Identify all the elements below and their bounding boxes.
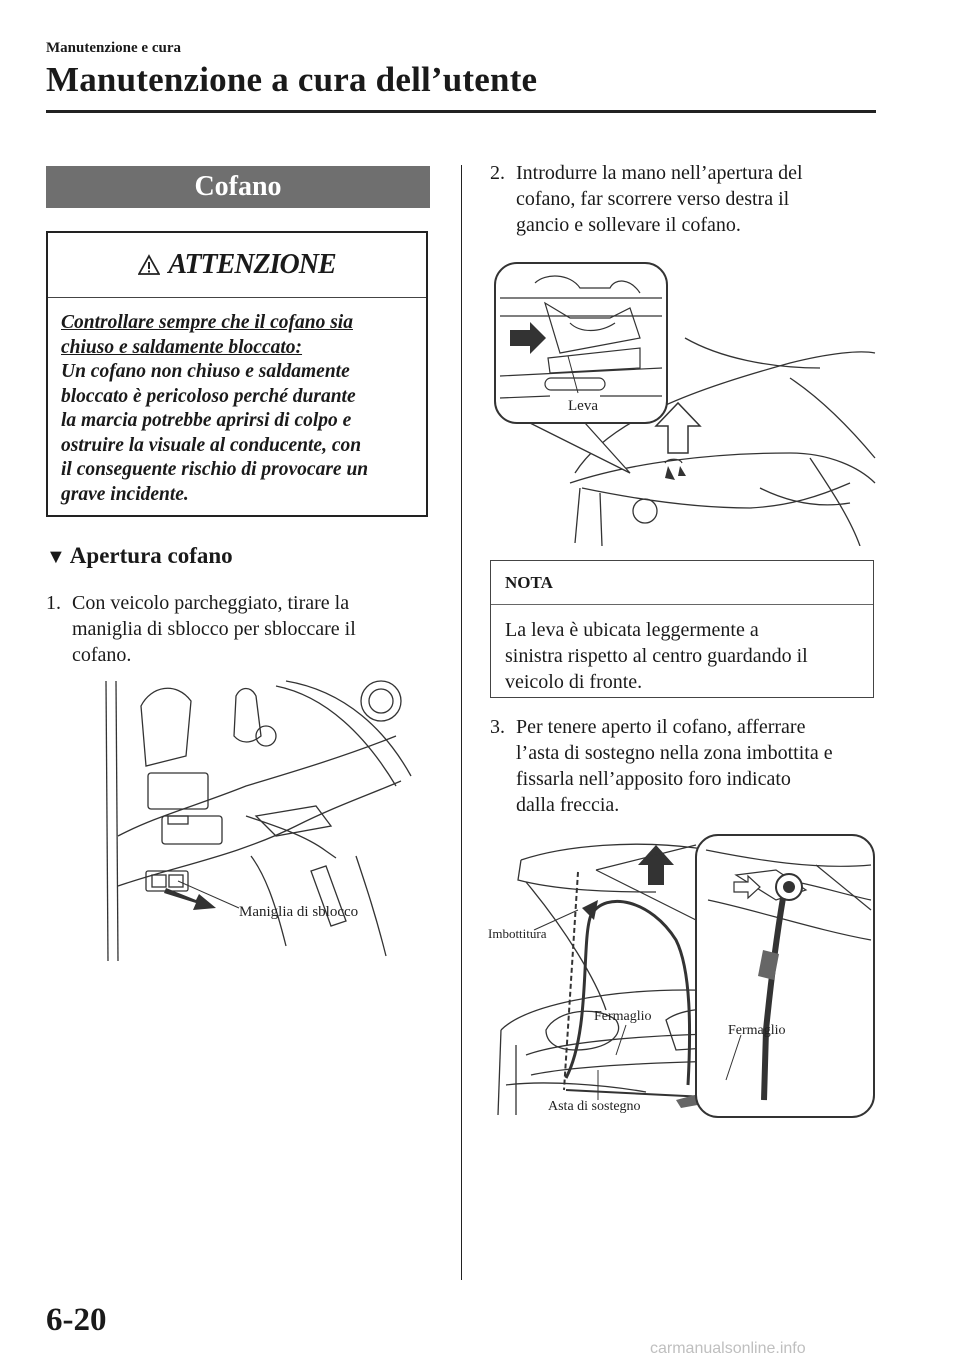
title-rule	[46, 110, 876, 113]
step-line: dalla freccia.	[516, 794, 620, 816]
note-box	[490, 560, 874, 698]
step-line: maniglia di sblocco per sbloccare il	[72, 618, 356, 640]
warning-line: il conseguente rischio di provocare un	[61, 459, 369, 480]
column-divider	[461, 165, 462, 1280]
section-label: Manutenzione e cura	[46, 40, 181, 56]
note-text	[505, 617, 865, 695]
note-title: NOTA	[491, 561, 873, 605]
step-number: 2.	[490, 162, 505, 184]
figure-1-label: Maniglia di sblocco	[239, 904, 359, 920]
step-number: 3.	[490, 716, 505, 738]
page-title: Manutenzione a cura dell’utente	[46, 60, 538, 99]
warning-line: la marcia potrebbe aprirsi di colpo e	[61, 410, 352, 431]
figure-3-label-clip-left: Fermaglio	[594, 1009, 652, 1024]
step-number: 1.	[46, 592, 61, 614]
page-number: 6-20	[46, 1302, 107, 1338]
figure-3-label-clip-right: Fermaglio	[728, 1023, 786, 1038]
subheading-marker-icon: ▼	[46, 546, 66, 568]
warning-line: ostruire la visuale al conducente, con	[61, 434, 362, 456]
warning-line: Un cofano non chiuso e saldamente	[61, 361, 350, 382]
release-handle-illustration	[96, 676, 416, 966]
step-line: fissarla nell’apposito foro indicato	[516, 768, 791, 790]
step-line: Con veicolo parcheggiato, tirare la	[72, 592, 350, 614]
subheading-text: Apertura cofano	[69, 543, 233, 568]
warning-header	[48, 233, 426, 298]
warning-text	[61, 311, 421, 507]
step-3	[490, 714, 885, 818]
watermark: carmanualsonline.info	[650, 1340, 806, 1357]
warning-line: grave incidente.	[61, 483, 189, 505]
warning-line: Controllare sempre che il cofano sia	[61, 312, 353, 333]
figure-3-label-rod: Asta di sostegno	[548, 1099, 641, 1114]
warning-label: ATTENZIONE	[168, 249, 336, 280]
step-line: Introdurre la mano nell’apertura del	[516, 162, 803, 184]
step-line: Per tenere aperto il cofano, afferrare	[516, 716, 806, 738]
note-line: veicolo di fronte.	[505, 671, 643, 693]
subheading	[46, 543, 233, 569]
section-box-title: Cofano	[46, 166, 430, 208]
step-line: gancio e sollevare il cofano.	[516, 214, 741, 236]
warning-icon	[138, 254, 160, 276]
warning-line: bloccato è pericoloso perché durante	[61, 385, 356, 407]
note-line: La leva è ubicata leggermente a	[505, 619, 759, 641]
warning-box	[46, 231, 428, 517]
figure-3-label-padding: Imbottitura	[488, 926, 547, 941]
figure-2-label: Leva	[568, 398, 598, 414]
step-line: l’asta di sostegno nella zona imbottita e	[516, 742, 833, 764]
step-1	[46, 590, 446, 668]
note-line: sinistra rispetto al centro guardando il	[505, 645, 808, 667]
warning-line: chiuso e saldamente bloccato:	[61, 336, 303, 358]
step-line: cofano, far scorrere verso destra il	[516, 188, 790, 210]
hood-lever-illustration	[490, 258, 880, 546]
step-line: cofano.	[72, 644, 132, 666]
support-rod-illustration	[486, 830, 881, 1122]
step-2	[490, 160, 880, 238]
